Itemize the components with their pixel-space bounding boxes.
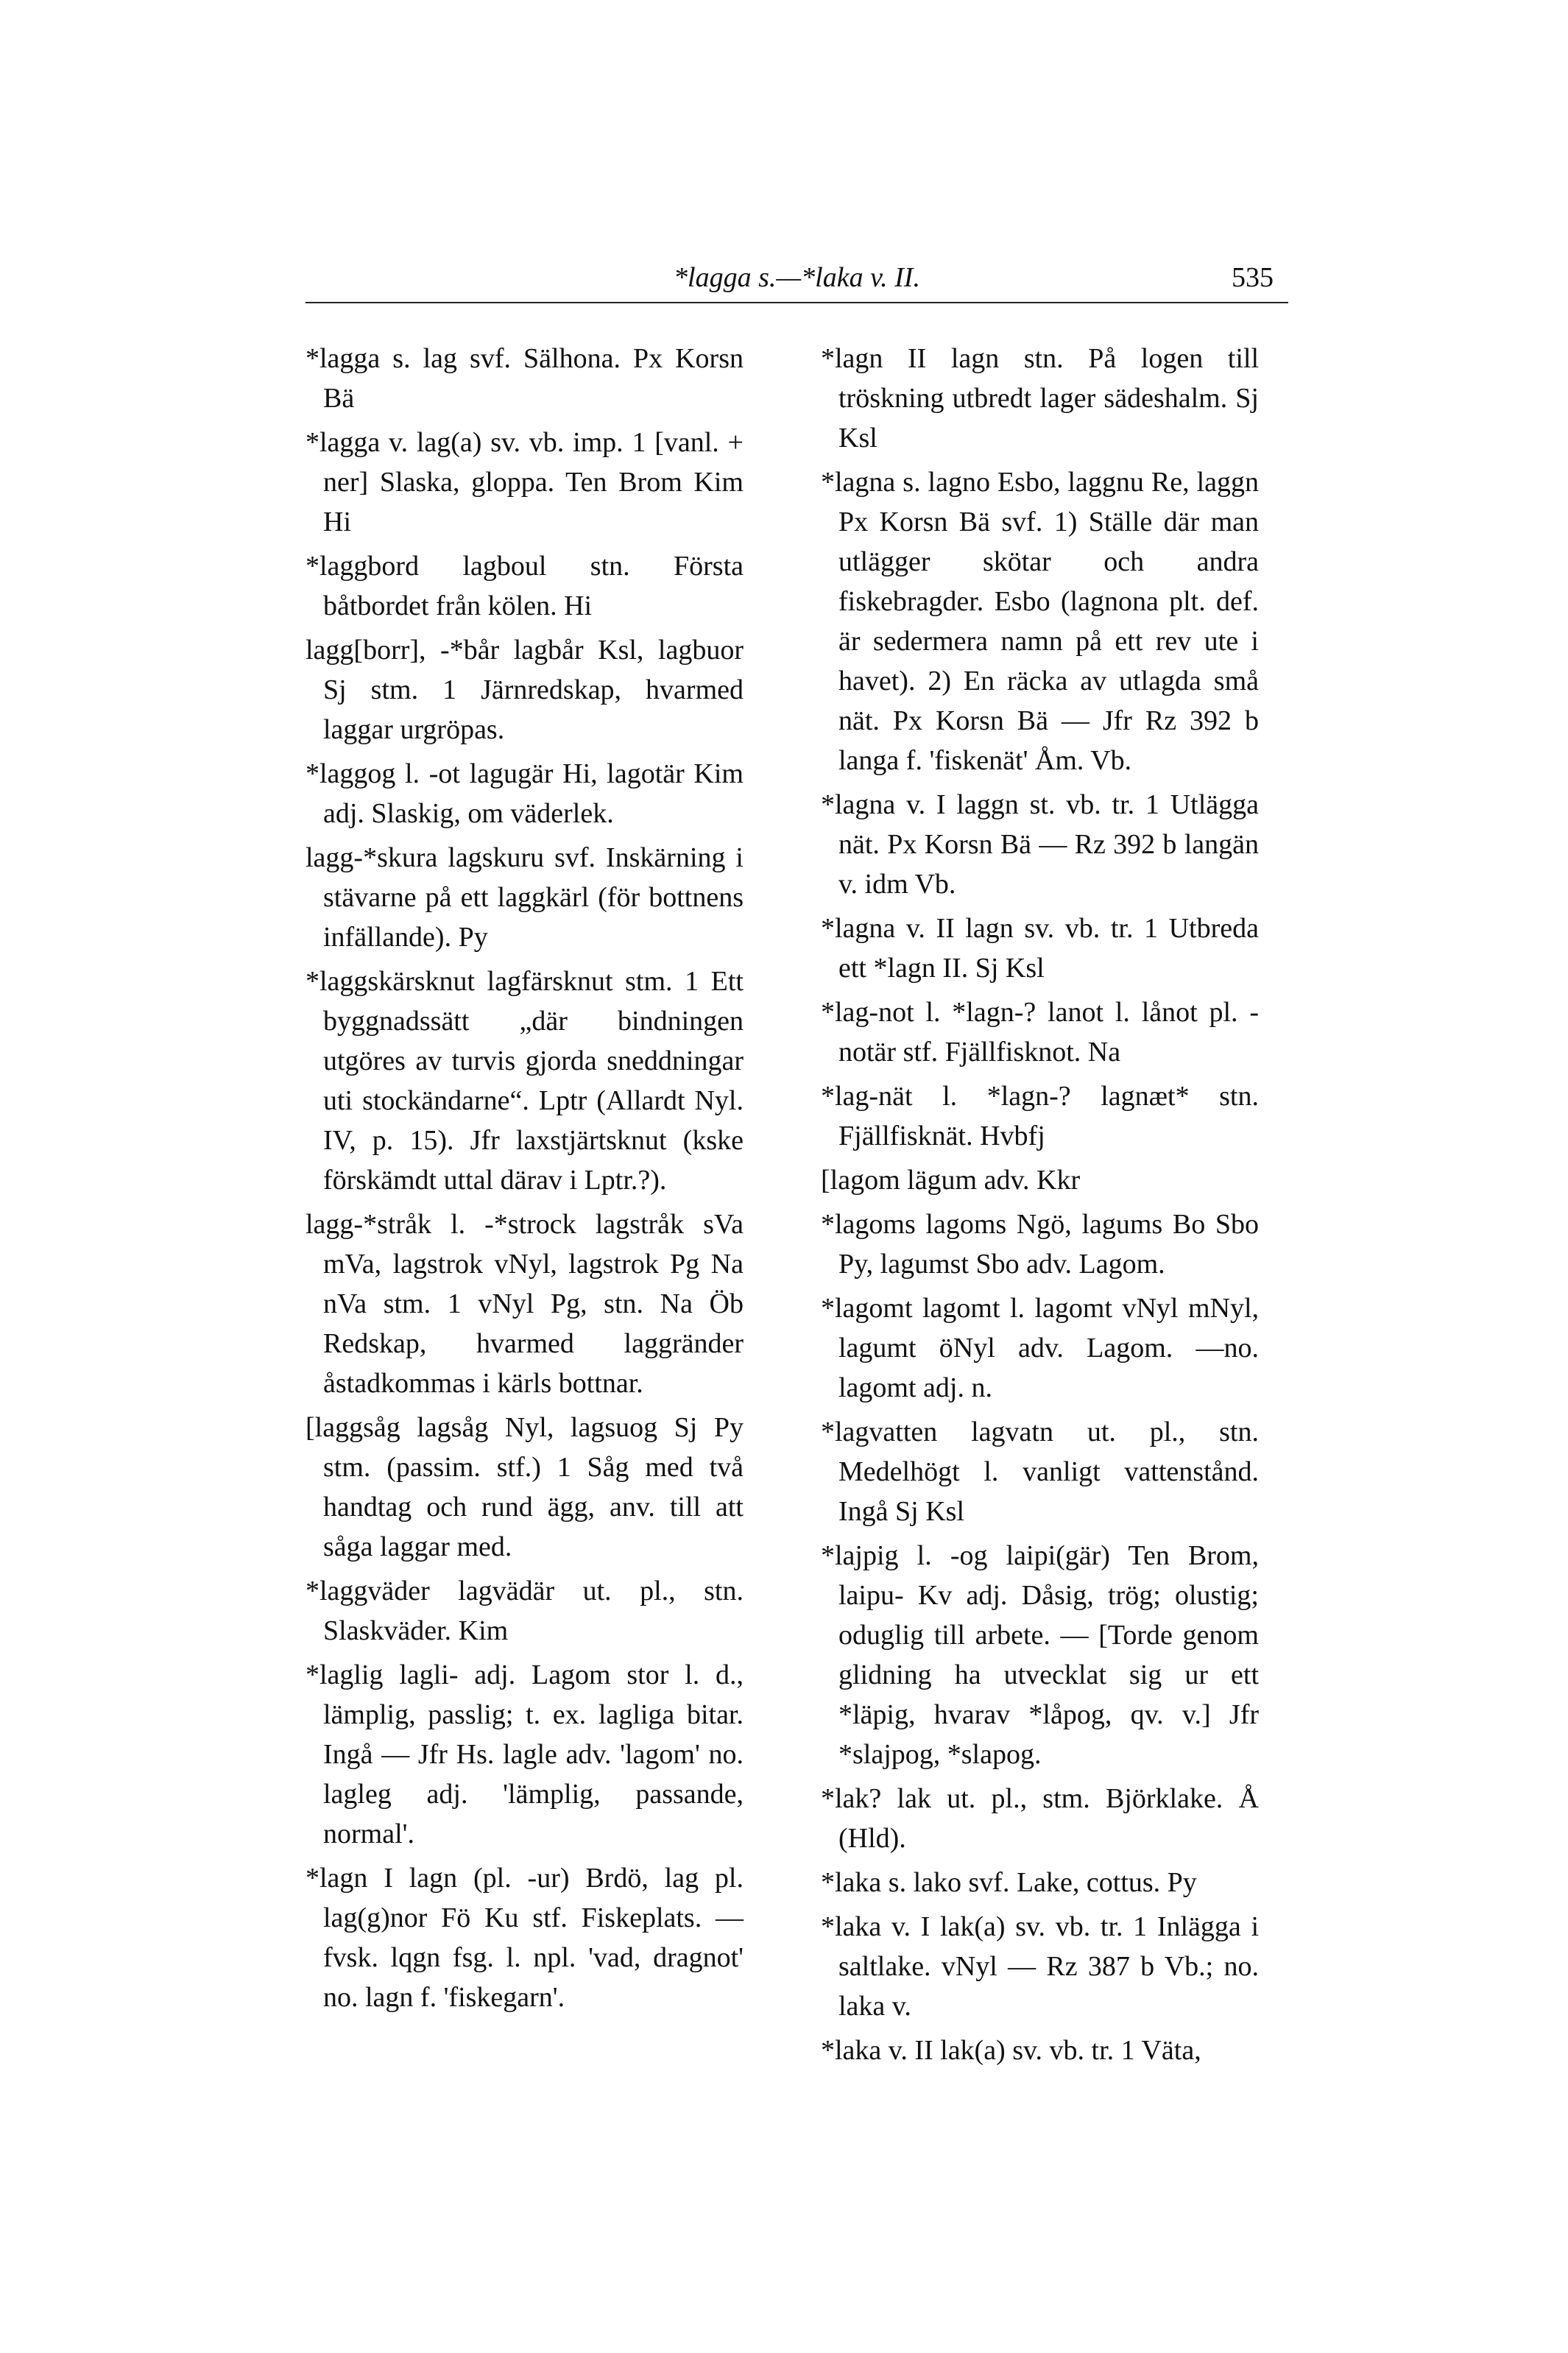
entry: *laggbord lagboul stn. Första båtbordet från kölen. Hi bbox=[306, 551, 744, 621]
entry: lagg-*skura lagskuru svf. Inskärning i stävarne på ett laggkärl (för bottnens infällande). Py bbox=[306, 842, 744, 953]
entry: *lagomt lagomt l. lagomt vNyl mNyl, lagumt öNyl adv. Lagom. —no. lagomt adj. n. bbox=[821, 1293, 1259, 1403]
entry: lagg[borr], -*bår lagbår Ksl, lagbuor Sj stm. 1 Järnredskap, hvarmed laggar urgröpas. bbox=[306, 635, 744, 745]
entry: [lagom lägum adv. Kkr bbox=[821, 1165, 1081, 1196]
entry: lagg-*stråk l. -*strock lagstråk sVa mVa, lagstrok vNyl, lagstrok Pg Na nVa stm. 1 vNyl Pg, stn. Na Öb Redskap, hvarmed laggränder åstadkommas i kärls bottnar. bbox=[306, 1209, 744, 1399]
entry: *lagvatten lagvatn ut. pl., stn. Medelhögt l. vanligt vattenstånd. Ingå Sj Ksl bbox=[821, 1417, 1259, 1527]
entry: *lagn II lagn stn. På logen till tröskning utbredt lager sädeshalm. Sj Ksl bbox=[821, 343, 1259, 454]
entry: *laglig lagli- adj. Lagom stor l. d., lämplig, passlig; t. ex. lagliga bitar. Ingå — Jfr Hs. lagle adv. 'lagom' no. lagleg adj. 'lämplig, passande, normal'. bbox=[306, 1659, 744, 1849]
entry: *laggskärsknut lagfärsknut stm. 1 Ett byggnadssätt „där bindningen utgöres av turvis gjorda sneddningar uti stockändarne“. Lptr (Allardt Nyl. IV, p. 15). Jfr laxstjärtsknut (kske förskämdt uttal därav i Lptr.?). bbox=[306, 966, 744, 1196]
entry: *lagna v. I laggn st. vb. tr. 1 Utlägga nät. Px Korsn Bä — Rz 392 b langän v. idm Vb. bbox=[821, 789, 1259, 900]
entry: *laggog l. -ot lagugär Hi, lagotär Kim adj. Slaskig, om väderlek. bbox=[306, 758, 744, 829]
page-header bbox=[306, 261, 1288, 313]
entry: *lag-nät l. *lagn-? lagnæt* stn. Fjällfisknät. Hvbfj bbox=[821, 1081, 1259, 1151]
entry: *lajpig l. -og laipi(gär) Ten Brom, laipu- Kv adj. Dåsig, trög; olustig; oduglig till arbete. — [Torde genom glidning ha utvecklat sig ur ett *läpig, hvarav *låpog, qv. v.] Jfr *slajpog, *slapog. bbox=[821, 1540, 1259, 1770]
entry: *laggväder lagvädär ut. pl., stn. Slaskväder. Kim bbox=[306, 1576, 744, 1646]
entry: *lagna s. lagno Esbo, laggnu Re, laggn Px Korsn Bä svf. 1) Ställe där man utlägger skötar och andra fiskebragder. Esbo (lagnona plt. def. är sedermera namn på ett rev ute i havet). 2) En räcka av utlagda små nät. Px Korsn Bä — Jfr Rz 392 b langa f. 'fiskenät' Åm. Vb. bbox=[821, 467, 1259, 776]
header-rule bbox=[306, 302, 1288, 303]
entry: [laggsåg lagsåg Nyl, lagsuog Sj Py stm. (passim. stf.) 1 Såg med två handtag och rund ägg, anv. till att såga laggar med. bbox=[306, 1412, 744, 1562]
right-column bbox=[821, 339, 1259, 2075]
entry: *lagn I lagn (pl. -ur) Brdö, lag pl. lag(g)nor Fö Ku stf. Fiskeplats. — fvsk. lqgn fsg. l. npl. 'vad, dragnot' no. lagn f. 'fiskegarn'. bbox=[306, 1863, 744, 2013]
entry: *laka v. I lak(a) sv. vb. tr. 1 Inlägga i saltlake. vNyl — Rz 387 b Vb.; no. laka v. bbox=[821, 1911, 1259, 2022]
entry: *lagga s. lag svf. Sälhona. Px Korsn Bä bbox=[306, 343, 744, 414]
entry: *laka v. II lak(a) sv. vb. tr. 1 Väta, bbox=[821, 2035, 1201, 2066]
entry: *lagoms lagoms Ngö, lagums Bo Sbo Py, lagumst Sbo adv. Lagom. bbox=[821, 1209, 1259, 1280]
running-head: *lagga s.—*laka v. II. bbox=[674, 262, 920, 293]
entry: *laka s. lako svf. Lake, cottus. Py bbox=[821, 1867, 1197, 1898]
entry: *lagga v. lag(a) sv. vb. imp. 1 [vanl. + ner] Slaska, gloppa. Ten Brom Kim Hi bbox=[306, 427, 744, 537]
page-number: 535 bbox=[1232, 262, 1274, 293]
left-column bbox=[306, 339, 744, 2022]
entry: *lagna v. II lagn sv. vb. tr. 1 Utbreda ett *lagn II. Sj Ksl bbox=[821, 913, 1259, 984]
entry: *lag-not l. *lagn-? lanot l. lånot pl. -notär stf. Fjällfisknot. Na bbox=[821, 997, 1259, 1068]
entry: *lak? lak ut. pl., stm. Björklake. Å (Hld). bbox=[821, 1783, 1259, 1854]
